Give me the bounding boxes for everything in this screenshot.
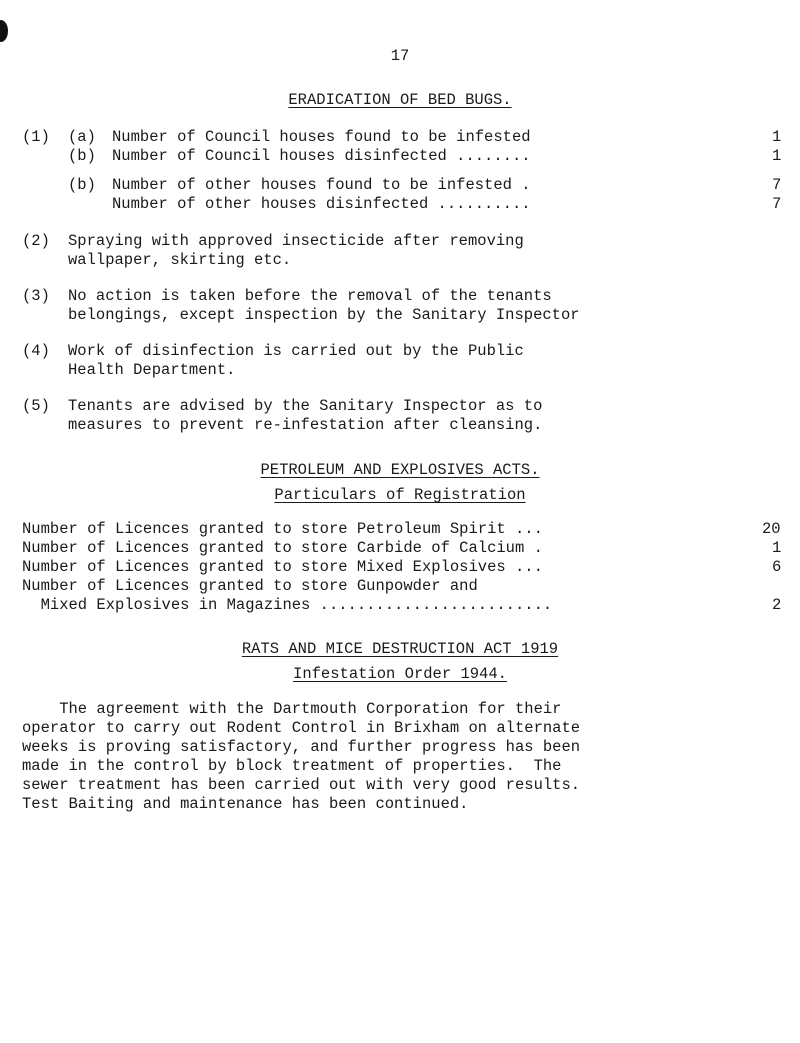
paragraph-number: (5): [22, 397, 50, 415]
paragraph-line: Tenants are advised by the Sanitary Inspector as to: [68, 397, 543, 415]
paragraph-line: belongings, except inspection by the Sanitary Inspector: [68, 306, 580, 324]
item-sub-label: (b): [68, 147, 96, 165]
paragraph-number: (4): [22, 342, 50, 360]
paragraph-line: weeks is proving satisfactory, and further progress has been: [22, 738, 581, 756]
paragraph-line: operator to carry out Rodent Control in Brixham on alternate: [22, 719, 581, 737]
paragraph-line: sewer treatment has been carried out with very good results.: [22, 776, 581, 794]
item-value: 1: [772, 147, 782, 165]
rats-subheading: Infestation Order 1944.: [293, 665, 507, 683]
item-text: Number of other houses disinfected ..........: [112, 195, 531, 213]
paragraph-line: wallpaper, skirting etc.: [68, 251, 292, 269]
page-number: 17: [390, 47, 410, 65]
petroleum-subheading: Particulars of Registration: [274, 486, 526, 504]
licence-row-text: Mixed Explosives in Magazines .........................: [22, 596, 553, 614]
item-value: 1: [772, 128, 782, 146]
item-value: 7: [772, 176, 782, 194]
paragraph-line: made in the control by block treatment of properties. The: [22, 757, 562, 775]
rats-heading: RATS AND MICE DESTRUCTION ACT 1919: [241, 640, 559, 658]
item-value: 7: [772, 195, 782, 213]
petroleum-heading: PETROLEUM AND EXPLOSIVES ACTS.: [260, 461, 540, 479]
paragraph-line: No action is taken before the removal of the tenants: [68, 287, 552, 305]
paragraph-line: Test Baiting and maintenance has been continued.: [22, 795, 469, 813]
bed-bugs-heading: ERADICATION OF BED BUGS.: [288, 91, 512, 109]
paragraph-line: Work of disinfection is carried out by the Public: [68, 342, 524, 360]
item-number: (1): [22, 128, 50, 146]
licence-row-text: Number of Licences granted to store Mixed Explosives ...: [22, 558, 543, 576]
paragraph-line: The agreement with the Dartmouth Corporation for their: [22, 700, 562, 718]
paragraph-line: measures to prevent re-infestation after cleansing.: [68, 416, 543, 434]
item-text: Number of other houses found to be infested .: [112, 176, 531, 194]
item-text: Number of Council houses disinfected ........: [112, 147, 531, 165]
licence-row-text: Number of Licences granted to store Petroleum Spirit ...: [22, 520, 543, 538]
item-sub-label: (a): [68, 128, 96, 146]
licence-row-value: 1: [772, 539, 782, 557]
scan-punch-hole: [0, 20, 8, 42]
licence-row-value: 6: [772, 558, 782, 576]
paragraph-line: Health Department.: [68, 361, 236, 379]
item-sub-label: (b): [68, 176, 96, 194]
licence-row-text: Number of Licences granted to store Carbide of Calcium .: [22, 539, 543, 557]
licence-row-text: Number of Licences granted to store Gunpowder and: [22, 577, 478, 595]
paragraph-line: Spraying with approved insecticide after removing: [68, 232, 524, 250]
paragraph-number: (2): [22, 232, 50, 250]
paragraph-number: (3): [22, 287, 50, 305]
licence-row-value: 2: [772, 596, 782, 614]
item-text: Number of Council houses found to be infested: [112, 128, 531, 146]
licence-row-value: 20: [762, 520, 781, 538]
